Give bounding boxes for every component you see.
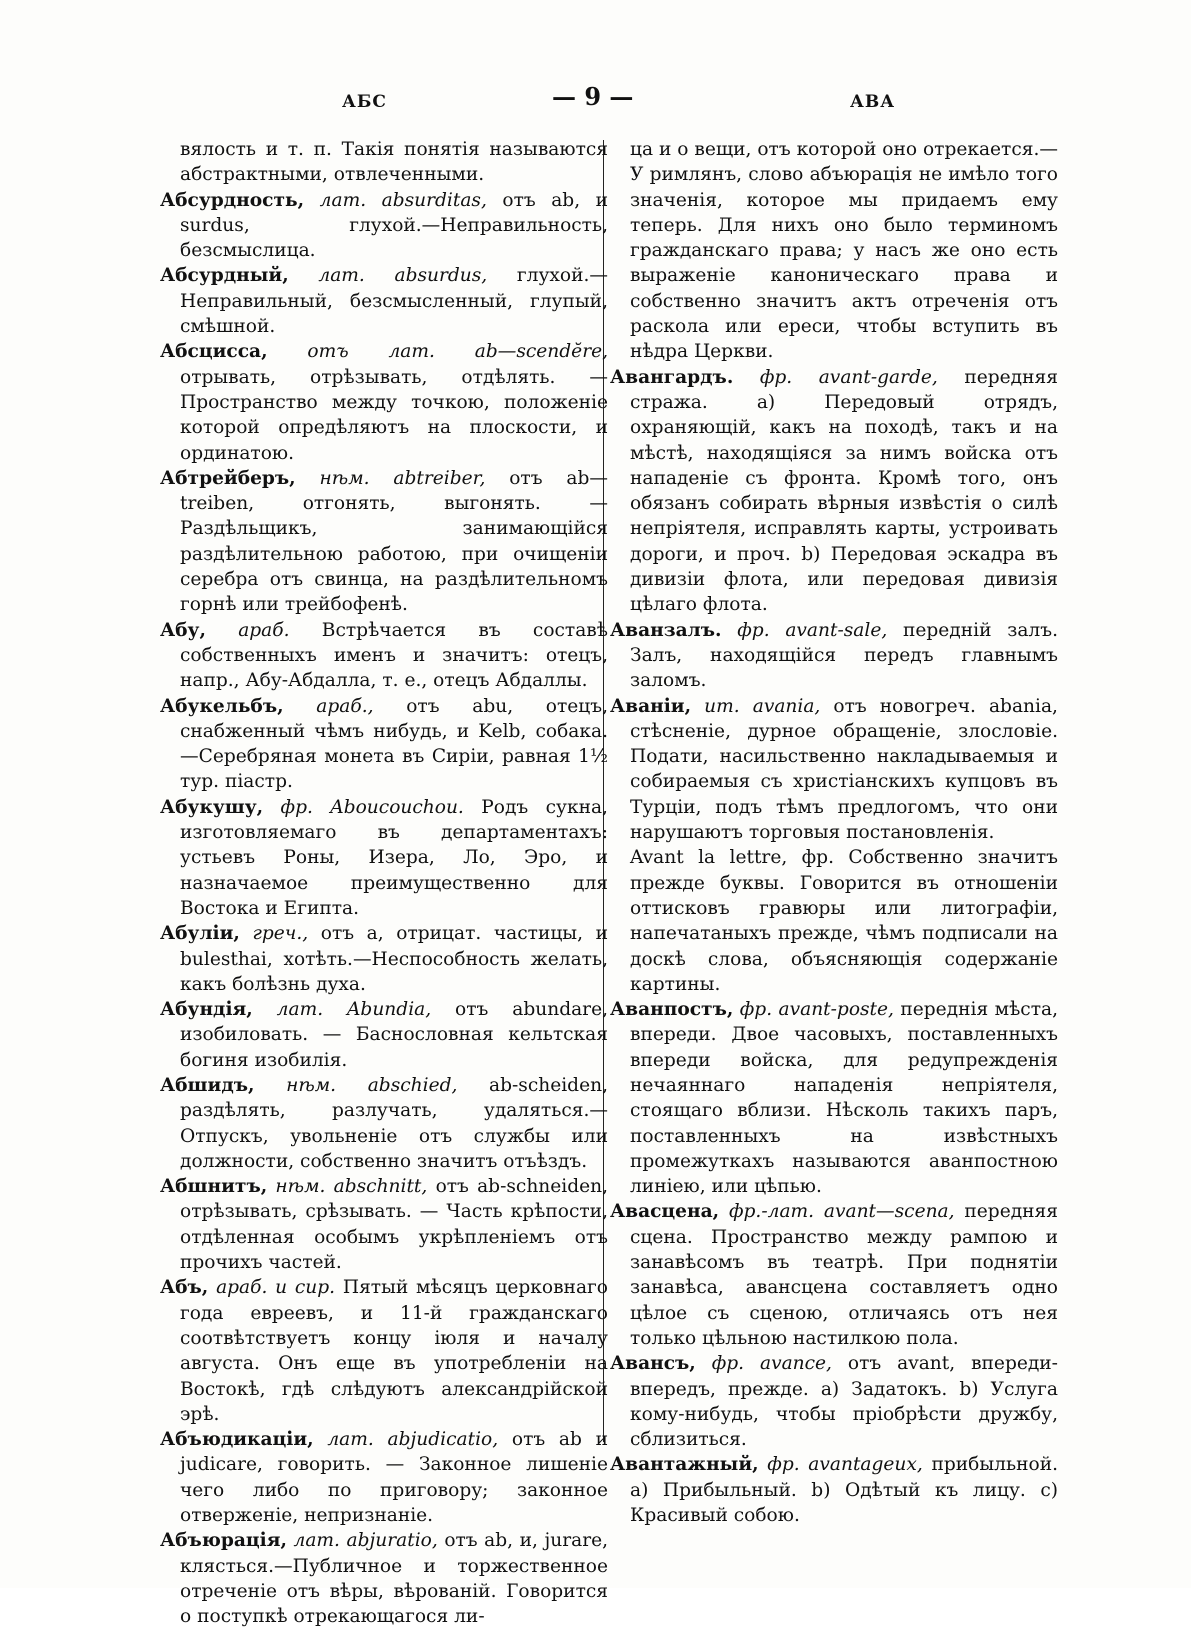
dictionary-entry bbox=[610, 997, 1058, 1199]
dictionary-entry bbox=[160, 1073, 608, 1174]
dictionary-entry bbox=[160, 466, 608, 618]
entry-headword: Абу, bbox=[160, 619, 206, 641]
dictionary-entry bbox=[160, 921, 608, 997]
entry-headword: Абъюдикаціи, bbox=[160, 1429, 314, 1451]
entry-etymology: фр.-лат. avant—scena, bbox=[728, 1201, 955, 1223]
entry-headword: Авансъ, bbox=[610, 1353, 696, 1375]
entry-etymology: нѣм. abschied, bbox=[286, 1074, 458, 1096]
entry-headword: Аваніи, bbox=[610, 695, 692, 717]
dictionary-entry bbox=[160, 263, 608, 339]
dictionary-entry bbox=[160, 1528, 608, 1629]
entry-definition: отъ ab, и surdus, глухой.—Неправильность, безсмыслица. bbox=[180, 189, 608, 262]
entry-etymology: лат. abjuratio, bbox=[293, 1530, 438, 1552]
entry-etymology: нѣм. abschnitt, bbox=[275, 1176, 428, 1198]
entry-headword: Авангардъ. bbox=[610, 366, 734, 388]
header-right-guide-word: АВА bbox=[850, 92, 896, 112]
entry-headword: Абшидъ, bbox=[160, 1074, 255, 1096]
entry-headword: Абшнитъ, bbox=[160, 1176, 268, 1198]
entry-etymology: нѣм. abtreiber, bbox=[319, 467, 486, 489]
right-column bbox=[610, 137, 1058, 1528]
entry-headword: Абукушу, bbox=[160, 796, 264, 818]
entry-headword: Абундія, bbox=[160, 999, 253, 1021]
entry-etymology: араб., bbox=[316, 695, 374, 717]
dictionary-entry bbox=[160, 618, 608, 694]
entry-definition: ца и о вещи, отъ которой оно отрекается.—У римлянъ, слово абъюрація не имѣло того значенія, которое мы придаемъ ему теперь. Для нихъ оно было терминомъ гражданскаго права; у насъ же оно есть выраженіе каноническаго права и собственно значитъ актъ отреченія отъ раскола или ереси, чтобы вступить въ нѣдра Церкви. bbox=[630, 139, 1058, 363]
entry-definition: отъ avant, впереди-впередъ, прежде. а) Задатокъ. b) Услуга кому-нибудь, чтобы пріобрѣсти дружбу, сблизиться. bbox=[630, 1353, 1058, 1451]
entry-definition: переднія мѣста, впереди. Двое часовыхъ, поставленныхъ впереди войска, для редупрежденія нечаяннаго нападенія непріятеля, стоящаго вблизи. Нѣсколь такихъ паръ, поставленныхъ на извѣстныхъ промежуткахъ называются аванпостною линіею, или цѣпью. bbox=[630, 999, 1058, 1198]
dictionary-entry bbox=[160, 694, 608, 795]
dictionary-entry bbox=[610, 694, 1058, 846]
entry-etymology: араб. bbox=[238, 619, 290, 641]
dictionary-entry bbox=[160, 795, 608, 921]
dictionary-entry bbox=[610, 365, 1058, 618]
entry-etymology: греч., bbox=[252, 923, 309, 945]
entry-definition: отъ новогреч. abania, стѣсненіе, дурное обращеніе, злословіе. Подати, насильственно накладываемыя и собираемыя съ христіанскихъ купцовъ въ Турціи, подъ тѣмъ предлогомъ, что они нарушаютъ торговыя постановленія. bbox=[630, 695, 1058, 844]
dictionary-entry bbox=[610, 137, 1058, 365]
entry-etymology: лат. Abundia, bbox=[276, 999, 432, 1021]
entry-definition: отъ а, отрицат. частицы, и bulesthai, хотѣть.—Неспособность желать, какъ болѣзнь духа. bbox=[180, 923, 608, 995]
dictionary-entry bbox=[160, 1174, 608, 1275]
dictionary-entry bbox=[610, 1199, 1058, 1351]
entry-headword: Абуліи, bbox=[160, 923, 240, 945]
dictionary-entry bbox=[160, 997, 608, 1073]
entry-etymology: ит. avania, bbox=[704, 695, 821, 717]
entry-etymology: лат. absurdus, bbox=[318, 265, 488, 287]
entry-definition: Пятый мѣсяцъ церковнаго года евреевъ, и 11-й гражданскаго соотвѣтствуетъ концу іюля и началу августа. Онъ еще въ употребленіи на Востокѣ, гдѣ слѣдуютъ александрійской эрѣ. bbox=[180, 1277, 608, 1425]
dictionary-entry bbox=[160, 188, 608, 264]
entry-definition: прибыльной. а) Прибыльный. b) Одѣтый къ лицу. c) Красивый собою. bbox=[630, 1454, 1058, 1527]
entry-headword: Абсурдный, bbox=[160, 265, 289, 287]
entry-headword: Авасцена, bbox=[610, 1201, 720, 1223]
running-header bbox=[160, 82, 1040, 122]
entry-definition: вялость и т. п. Такія понятія называются абстрактными, отвлеченными. bbox=[180, 139, 608, 186]
entry-definition: Avant la lettre, фр. Собственно значитъ прежде буквы. Говорится въ отношеніи оттисковъ гравюры или литографіи, напечатаныхъ прежде, чѣмъ подписали на доскѣ слова, объясняющія содержаніе картины. bbox=[630, 847, 1058, 995]
dictionary-entry bbox=[610, 1452, 1058, 1528]
entry-headword: Аванзалъ. bbox=[610, 619, 722, 641]
entry-definition: передній залъ. Залъ, находящійся передъ главнымъ заломъ. bbox=[630, 619, 1058, 692]
header-left-guide-word: АБС bbox=[342, 92, 387, 112]
dictionary-entry bbox=[610, 845, 1058, 997]
entry-definition: Встрѣчается въ составѣ собственныхъ именъ и значитъ: отецъ, напр., Абу-Абдалла, т. е., отецъ Абдаллы. bbox=[180, 619, 608, 692]
entry-definition: отъ ab-schneiden, отрѣзывать, срѣзывать. — Часть крѣпости, отдѣленная особымъ укрѣпленіемъ отъ прочихъ частей. bbox=[180, 1176, 609, 1274]
entry-definition: отъ ab, и, jurare, клясться.—Публичное и торжественное отреченіе отъ вѣры, вѣрованій. Говорится о поступкѣ отрекающагося ли- bbox=[180, 1530, 608, 1628]
entry-definition: отъ ab и judicare, говорить. — Законное лишеніе чего либо по приговору; законное отверженіе, непризнаніе. bbox=[180, 1429, 609, 1527]
entry-definition: передняя стража. а) Передовый отрядъ, охраняющій, какъ на походѣ, такъ и на мѣстѣ, находящіяся за нимъ войска отъ нападеніе съ фронта. Кромѣ того, онъ обязанъ собирать вѣрныя извѣстія о силѣ непріятеля, исправлять карты, устроивать дороги, и проч. b) Передовая эскадра въ дивизіи флота, или передовая дивизія цѣлаго флота. bbox=[630, 366, 1058, 616]
dictionary-entry bbox=[160, 1275, 608, 1427]
entry-etymology: лат. abjudicatio, bbox=[327, 1429, 499, 1451]
entry-etymology: фр. avant-sale, bbox=[737, 619, 888, 641]
dictionary-entry bbox=[610, 1351, 1058, 1452]
entry-headword: Абтрейберъ, bbox=[160, 467, 296, 489]
entry-headword: Абъ, bbox=[160, 1277, 209, 1299]
entry-definition: Родъ сукна, изготовляемаго въ департаментахъ: устьевъ Роны, Изера, Ло, Эро, и назначаемое преимущественно для Востока и Египта. bbox=[180, 796, 608, 919]
entry-definition: отрывать, отрѣзывать, отдѣлять. — Пространство между точкою, положеніе которой опредѣляютъ на плоскости, и ординатою. bbox=[180, 366, 608, 464]
entry-definition: глухой.—Неправильный, безсмысленный, глупый, смѣшной. bbox=[180, 265, 608, 338]
left-column bbox=[160, 137, 608, 1630]
page-number: — 9 — bbox=[552, 82, 634, 111]
entry-etymology: фр. avance, bbox=[711, 1353, 832, 1375]
entry-etymology: фр. avant-poste, bbox=[739, 999, 894, 1021]
entry-headword: Абсурдность, bbox=[160, 189, 305, 211]
entry-headword: Абъюрація, bbox=[160, 1530, 287, 1552]
entry-headword: Абукельбъ, bbox=[160, 695, 284, 717]
entry-headword: Аванпостъ, bbox=[610, 999, 734, 1021]
entry-headword: Абсцисса, bbox=[160, 341, 268, 363]
entry-definition: отъ ab—treiben, отгонять, выгонять. — Раздѣльщикъ, занимающійся раздѣлительною работою, при очищеніи серебра отъ свинца, на раздѣлительномъ горнѣ или трейбофенѣ. bbox=[180, 467, 608, 616]
entry-etymology: лат. absurditas, bbox=[319, 189, 487, 211]
dictionary-entry bbox=[160, 1427, 608, 1528]
entry-etymology: фр. Aboucouchou. bbox=[280, 796, 464, 818]
entry-etymology: отъ лат. ab—scendĕre, bbox=[307, 341, 608, 363]
entry-definition: передняя сцена. Пространство между рампою и занавѣсомъ въ театрѣ. При поднятіи занавѣса, авансцена составляетъ одно цѣлое съ сценою, отличаясь отъ нея только цѣльною настилкою пола. bbox=[630, 1201, 1058, 1349]
entry-headword: Авантажный, bbox=[610, 1454, 759, 1476]
dictionary-entry bbox=[160, 137, 608, 188]
entry-definition: отъ abundare, изобиловать. — Баснословная кельтская богиня изобилія. bbox=[180, 999, 608, 1071]
entry-definition: отъ abu, отецъ, снабженный чѣмъ нибудь, и Kelb, собака.—Серебряная монета въ Сиріи, равная 1½ тур. піастр. bbox=[180, 695, 608, 793]
entry-etymology: фр. avant-garde, bbox=[759, 366, 938, 388]
entry-etymology: араб. и сир. bbox=[216, 1277, 336, 1299]
entry-etymology: фр. avantageux, bbox=[767, 1454, 923, 1476]
dictionary-entry bbox=[160, 339, 608, 465]
dictionary-entry bbox=[610, 618, 1058, 694]
entry-definition: ab-scheiden, раздѣлять, разлучать, удаляться.—Отпускъ, увольненіе отъ службы или должности, собственно значитъ отъѣздъ. bbox=[180, 1074, 608, 1172]
